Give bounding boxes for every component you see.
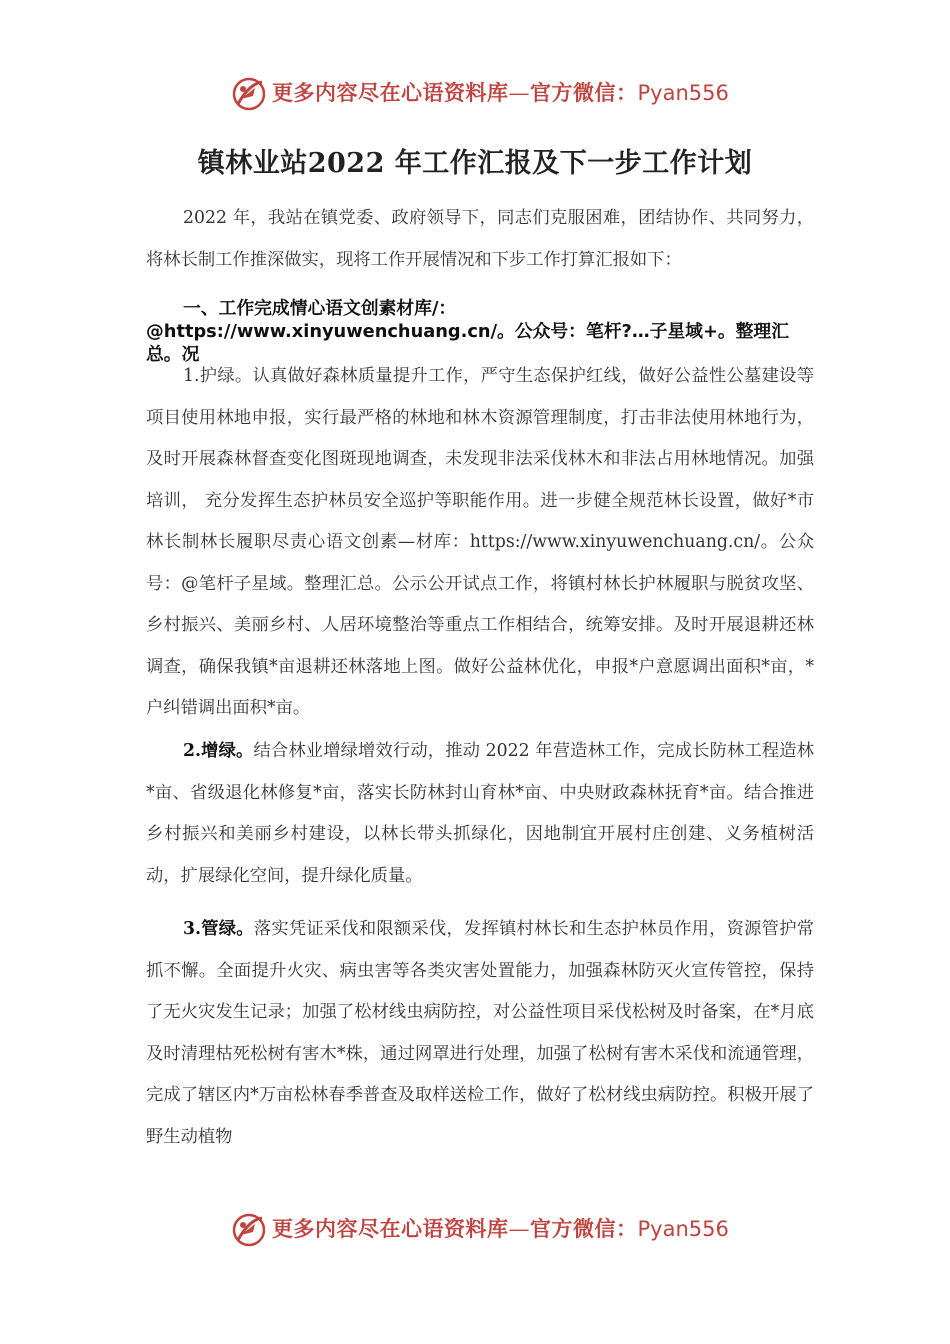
banner-dash: — xyxy=(508,81,530,105)
banner-wechat-label: 官方微信： xyxy=(530,1216,638,1241)
item-2-paragraph xyxy=(146,731,814,897)
item-2-lead: 2.增绿。 xyxy=(183,741,254,761)
item-2-body: 结合林业增绿增效行动，推动 2022 年营造林工作，完成长防林工程造林*亩、省级退化林修复*亩，落实长防林封山育林*亩、中央财政森林抚育*亩。结合推进乡村振兴和美丽乡村建设，以林长带头抓绿化，因地制宜开展村庄创建、义务植树活动，扩展绿化空间，提升绿化质量。 xyxy=(146,741,815,886)
banner-text xyxy=(272,1214,729,1244)
item-1-lead: 1.护绿。 xyxy=(183,366,253,386)
section-heading: 一、工作完成情心语文创素材库/：@https://www.xinyuwenchuang.cn/。公众号：笔杆?…子星域+。整理汇总。况 xyxy=(146,298,789,365)
banner-title: 更多内容尽在心语资料库 xyxy=(272,80,509,105)
banner-title: 更多内容尽在心语资料库 xyxy=(272,1216,509,1241)
document-title: 镇林业站2022 年工作汇报及下一步工作计划 xyxy=(197,148,753,179)
intro-paragraph: 2022 年，我站在镇党委、政府领导下，同志们克服困难，团结协作、共同努力，将林长制工作推深做实，现将工作开展情况和下步工作打算汇报如下： xyxy=(146,208,814,270)
banner-text xyxy=(272,78,729,108)
item-1-paragraph xyxy=(146,356,814,730)
item-3-body: 落实凭证采伐和限额采伐，发挥镇村林长和生态护林员作用，资源管护常抓不懈。全面提升火灾、病虫害等各类灾害处置能力，加强森林防灭火宣传管控，保持了无火灾发生记录；加强了松材线虫病防控，对公益性项目采伐松树及时备案，在*月底及时清理枯死松树有害木*株，通过网罩进行处理，加强了松树有害木采伐和流通管理，完成了辖区内*万亩松林春季普查及取样送检工作，做好了松材线虫病防控。积极开展了野生动植物 xyxy=(146,919,814,1147)
footer-banner xyxy=(0,1208,950,1252)
item-1-body: 认真做好森林质量提升工作，严守生态保护红线，做好公益性公墓建设等项目使用林地申报，实行最严格的林地和林木资源管理制度，打击非法使用林地行为，及时开展森林督查变化图斑现地调查，未发现非法采伐林木和非法占用林地情况。加强培训， 充分发挥生态护林员安全巡护等职能作用。进一步健全规范林长设置，做好*市林长制林长履职尽责心语文创素—材库：https://www.xinyuwenchuang.cn/。公众号：@笔杆子星域。整理汇总。公示公开试点工作，将镇村林长护林履职与脱贫攻坚、乡村振兴、美丽乡村、人居环境整治等重点工作相结合，统筹安排。及时开展退耕还林调查，确保我镇*亩退耕还林落地上图。做好公益林优化，申报*户意愿调出面积*亩，*户纠错调出面积*亩。 xyxy=(146,366,814,718)
banner-wechat-id: Pyan556 xyxy=(637,81,729,105)
item-3-lead: 3.管绿。 xyxy=(183,919,254,939)
logo-icon xyxy=(229,1210,269,1250)
logo-icon xyxy=(229,74,269,114)
item-3-paragraph xyxy=(146,909,814,1158)
banner-wechat-label: 官方微信： xyxy=(530,80,638,105)
banner-wechat-id: Pyan556 xyxy=(637,1217,729,1241)
header-banner xyxy=(0,72,950,116)
banner-dash: — xyxy=(508,1217,530,1241)
